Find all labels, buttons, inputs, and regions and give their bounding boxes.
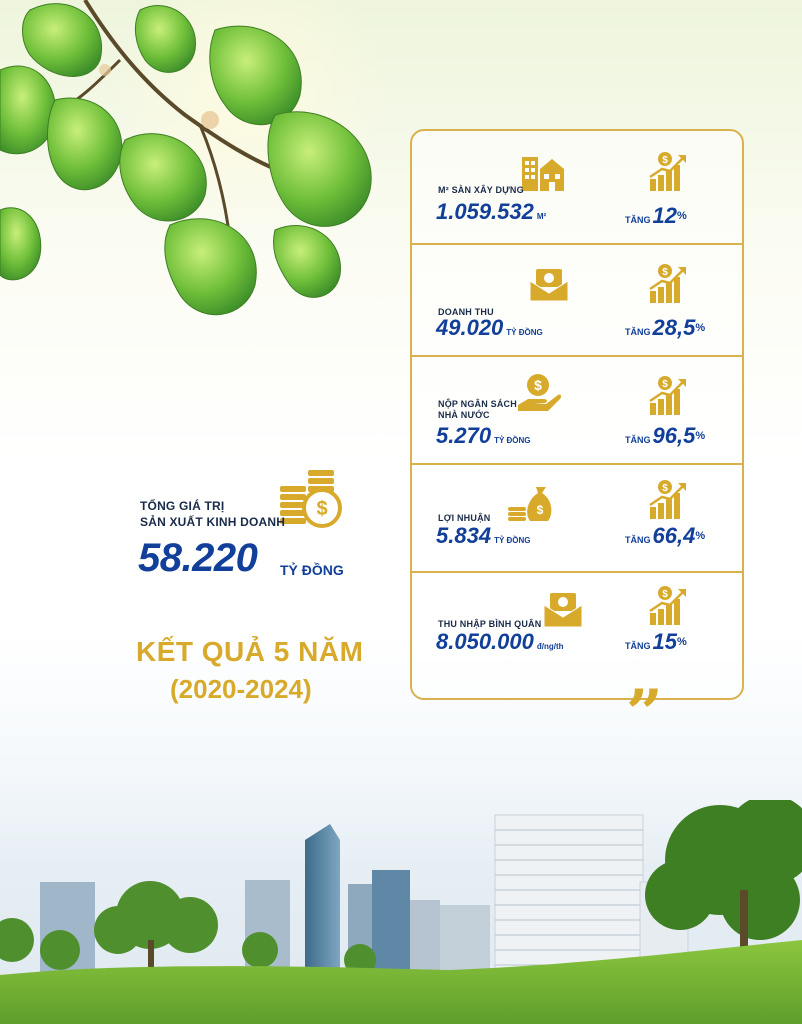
stat-label [438, 399, 517, 421]
stat-unit: TỶ ĐỒNG [494, 436, 531, 445]
stat-value-text: 1.059.532 [436, 199, 534, 224]
growth-chart-icon [648, 585, 688, 627]
increase-label: TĂNG [625, 327, 651, 337]
quote-mark-icon: ” [626, 676, 663, 751]
stat-value-text: 5.270 [436, 423, 492, 448]
panel-divider [412, 571, 742, 573]
increase-label: TĂNG [625, 215, 651, 225]
svg-text:$: $ [316, 498, 328, 520]
svg-text:$: $ [662, 267, 668, 278]
summary-label-line2: SẢN XUẤT KINH DOANH [140, 515, 286, 529]
money-envelope-icon [528, 269, 570, 303]
svg-text:$: $ [534, 377, 542, 393]
salary-envelope-icon [542, 593, 584, 629]
summary-label-line1: TỔNG GIÁ TRỊ [140, 499, 225, 513]
increase-label: TĂNG [625, 641, 651, 651]
stat-increase [625, 423, 705, 449]
increase-label: TĂNG [625, 435, 651, 445]
percent-sign: % [695, 430, 706, 442]
growth-chart-icon [648, 263, 688, 305]
stat-value-text: 5.834 [436, 523, 492, 548]
hand-coin-icon [516, 373, 562, 413]
percent-sign: % [676, 636, 687, 648]
panel-divider [412, 355, 742, 357]
stat-label-text: NHÀ NƯỚC [438, 410, 490, 420]
stat-value [436, 199, 546, 225]
stat-label [438, 185, 524, 196]
summary-unit: TỶ ĐỒNG [280, 562, 344, 578]
growth-chart-icon [648, 375, 688, 417]
stat-increase [625, 315, 705, 341]
increase-value: 12 [652, 203, 677, 228]
leaves-decoration [0, 0, 420, 360]
stat-unit: TỶ ĐỒNG [506, 328, 543, 337]
increase-value: 66,4 [652, 523, 696, 548]
percent-sign: % [695, 322, 706, 334]
svg-text:$: $ [662, 155, 668, 166]
growth-chart-icon [648, 479, 688, 521]
stats-panel [410, 129, 744, 700]
page-title: KẾT QUẢ 5 NĂM [136, 636, 364, 667]
stat-label-text: DOANH THU [438, 307, 494, 317]
stat-value [436, 423, 531, 449]
stat-label-text: LỢI NHUẬN [438, 513, 491, 523]
stat-increase [625, 203, 687, 229]
stat-value-text: 49.020 [436, 315, 504, 340]
increase-value: 15 [652, 629, 677, 654]
increase-value: 28,5 [652, 315, 696, 340]
stat-value [436, 315, 543, 341]
svg-text:$: $ [536, 503, 544, 517]
stat-value [436, 523, 531, 549]
stat-increase [625, 629, 687, 655]
stat-label-text: NỘP NGÂN SÁCH [438, 399, 517, 409]
page-subtitle: (2020-2024) [170, 674, 312, 704]
panel-divider [412, 243, 742, 245]
svg-text:$: $ [662, 379, 668, 390]
growth-chart-icon [648, 151, 688, 193]
stat-value-text: 8.050.000 [436, 629, 534, 654]
stat-value [436, 629, 564, 655]
coin-stack-icon [278, 470, 342, 530]
stat-increase [625, 523, 705, 549]
buildings-icon [520, 153, 566, 193]
svg-text:$: $ [662, 483, 668, 494]
stat-unit: M² [536, 212, 547, 221]
stat-label-text: M² SÀN XÂY DỰNG [438, 185, 524, 195]
panel-divider [412, 463, 742, 465]
svg-text:$: $ [662, 589, 668, 600]
stat-unit: TỶ ĐỒNG [494, 536, 531, 545]
money-bag-icon [506, 483, 554, 525]
increase-value: 96,5 [652, 423, 696, 448]
city-skyline-illustration [0, 800, 802, 1024]
percent-sign: % [676, 210, 687, 222]
stat-unit: đ/ng/th [536, 642, 564, 651]
increase-label: TĂNG [625, 535, 651, 545]
stat-label-text: THU NHẬP BÌNH QUÂN [438, 619, 542, 629]
summary-label [140, 498, 285, 530]
summary-value: 58.220 [138, 536, 258, 580]
percent-sign: % [695, 530, 706, 542]
